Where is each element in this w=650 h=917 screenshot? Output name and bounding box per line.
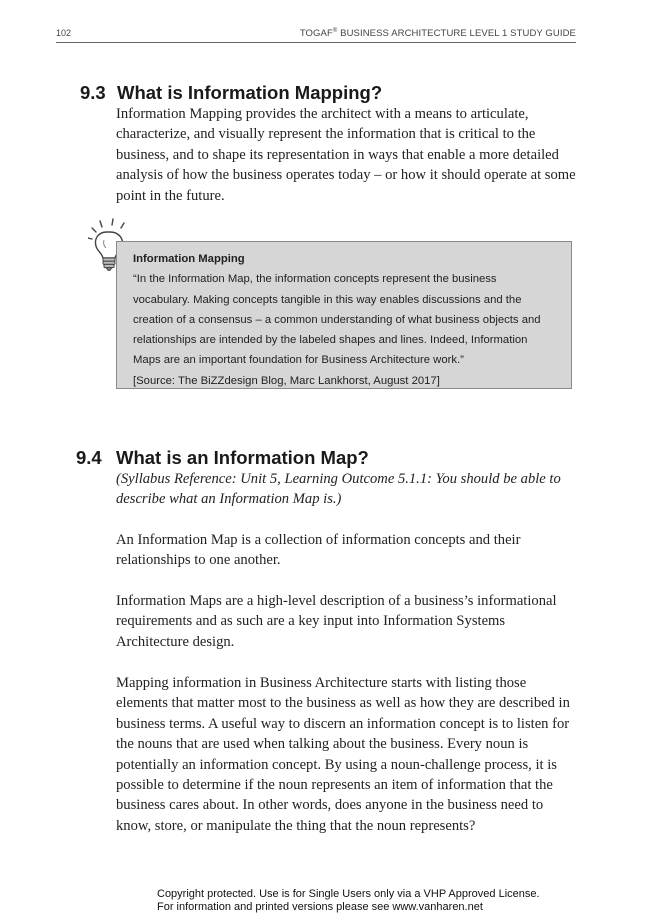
footer-line-1: Copyright protected. Use is for Single Users only via a VHP Approved License.: [157, 888, 540, 900]
section-number: 9.3: [80, 82, 106, 103]
callout-source: [Source: The BiZZdesign Blog, Marc Lankhorst, August 2017]: [133, 374, 440, 387]
page-number: 102: [56, 28, 72, 38]
section-number: 9.4: [76, 447, 102, 468]
running-head-post: BUSINESS ARCHITECTURE LEVEL 1 STUDY GUIDE: [337, 28, 576, 40]
section-9-3-body: Information Mapping provides the architect with a means to articulate, characterize, and visually represent the information that is critical to the business, and to shape its representation in ways that enable a more detailed analysis of how the business operates today – or how it should operate at some point in the future.: [116, 106, 576, 204]
section-9-4-paragraph-1: An Information Map is a collection of information concepts and their relationships to one another.: [116, 532, 521, 569]
header-rule: [56, 42, 576, 43]
registered-mark: ®: [332, 28, 338, 34]
footer-line-2: For information and printed versions please see www.vanharen.net: [157, 901, 483, 913]
section-title: What is Information Mapping?: [117, 82, 383, 103]
section-heading-9-4: [76, 447, 369, 469]
callout-quote: “In the Information Map, the information concepts represent the business vocabulary. Making concepts tangible in this way enables discussions and the creation of a consensus – a common understanding of what business objects and relationships are intended by the labeled shapes and lines. Indeed, Information Maps are an important foundation for Business Architecture work.”: [133, 273, 541, 367]
running-head-pre: TOGAF: [299, 28, 333, 40]
callout-title: Information Mapping: [133, 253, 245, 265]
section-9-4-paragraph-2: Information Maps are a high-level description of a business’s informational requirements and as such are a key input into Information Systems Architecture design.: [116, 593, 557, 650]
section-heading-9-3: [80, 82, 382, 104]
callout-box: [116, 241, 572, 389]
copyright-footer: [157, 888, 540, 914]
running-head: [300, 28, 576, 39]
syllabus-reference: (Syllabus Reference: Unit 5, Learning Outcome 5.1.1: You should be able to describe what an Information Map is.): [116, 471, 561, 508]
section-9-4-paragraph-3: Mapping information in Business Architecture starts with listing those elements that matter most to the business as well as how they are described in business terms. A useful way to discern an information concept is to listen for the nouns that are used when talking about the business. Every noun is potentially an information concept. By using a noun-challenge process, it is possible to determine if the noun represents an item of information that the business cares about. In other words, does anyone in the business need to know, store, or manipulate the thing that the noun represents?: [116, 675, 570, 834]
section-title: What is an Information Map?: [116, 447, 369, 468]
